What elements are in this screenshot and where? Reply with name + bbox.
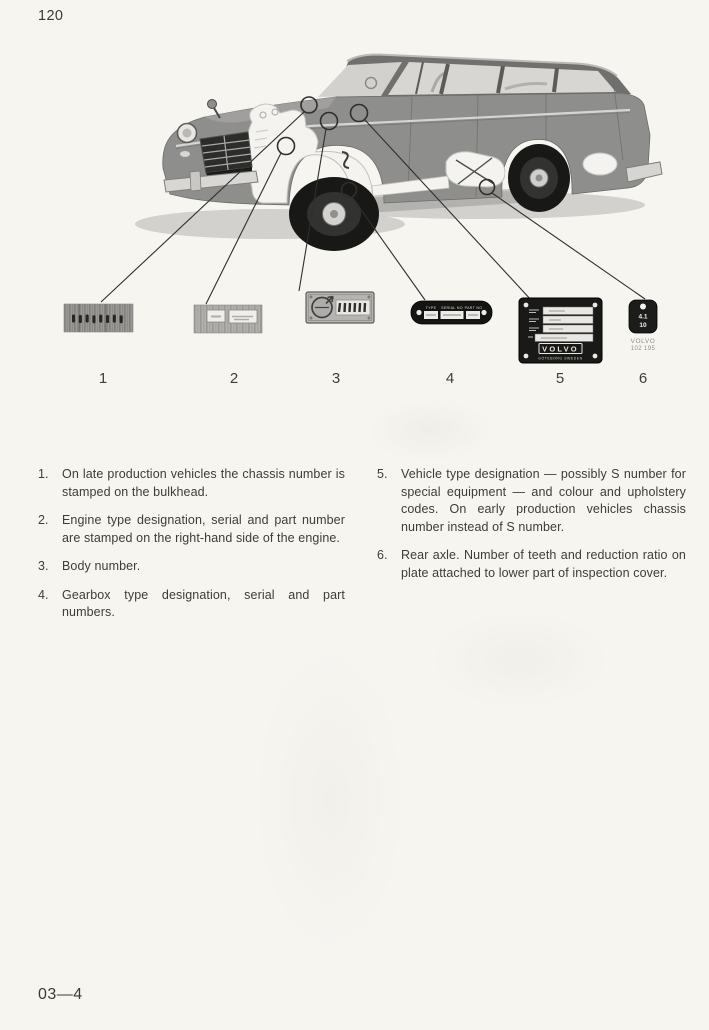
note-number: 1. <box>38 467 49 481</box>
note-item-5 <box>377 466 686 536</box>
note-item-6 <box>377 547 686 582</box>
note-number: 5. <box>377 467 388 481</box>
tag-line-2: 10 <box>639 322 647 329</box>
notes-right-column <box>377 466 686 593</box>
note-number: 3. <box>38 559 49 573</box>
note-number: 2. <box>38 513 49 527</box>
note-text: Body number. <box>62 559 141 573</box>
front-wheel <box>289 177 379 251</box>
plate-body-number <box>306 292 374 323</box>
note-text: Vehicle type designation — possibly S number for special equipment — and colour and upholstery codes. On early production vehicles chassis number instead of S number. <box>401 467 686 534</box>
gearbox-label-serial: SERIAL NO <box>441 306 463 310</box>
page-number: 120 <box>38 8 64 24</box>
rear-wheel <box>508 144 570 212</box>
plate-chassis-number <box>64 304 133 332</box>
callout-numbers <box>99 370 647 387</box>
callout-number-3: 3 <box>331 370 341 387</box>
plate-rear-axle-tag <box>629 300 657 333</box>
callout-number-6: 6 <box>638 370 648 387</box>
section-code: 03—4 <box>38 986 83 1003</box>
parking-lamp-icon <box>180 151 190 157</box>
tag-line-1: 4.1 <box>638 313 648 321</box>
note-item-1 <box>38 466 345 501</box>
type-plate-brand: VOLVO <box>542 344 579 354</box>
gearbox-label-type: TYPE <box>425 306 437 310</box>
note-number: 4. <box>38 587 49 602</box>
rear-overhang-highlight <box>583 153 617 175</box>
identification-plates-figure <box>0 0 709 400</box>
note-number: 6. <box>377 548 388 562</box>
tag-caption-number: 102 195 <box>630 346 656 352</box>
callout-number-2: 2 <box>229 370 239 387</box>
type-plate-origin: GÖTEBORG SWEDEN <box>538 356 583 361</box>
tag-hole-icon <box>640 304 646 310</box>
note-text: On late production vehicles the chassis number is stamped on the bulkhead. <box>62 467 345 499</box>
note-text: Gearbox type designation, serial and part numbers. <box>62 587 345 619</box>
note-item-3 <box>38 558 345 576</box>
tag-caption-brand: VOLVO <box>630 338 656 345</box>
plate-gearbox <box>411 301 492 324</box>
plate-vehicle-type <box>519 298 602 363</box>
callout-number-1: 1 <box>98 370 108 387</box>
plate-engine-number <box>194 305 262 333</box>
note-item-2 <box>38 512 345 547</box>
note-text: Engine type designation, serial and part number are stamped on the right-hand side of the engine. <box>62 513 345 545</box>
callout-number-4: 4 <box>445 370 455 387</box>
note-text: Rear axle. Number of teeth and reduction ratio on plate attached to lower part of inspection cover. <box>401 548 686 580</box>
gearbox-label-part: PART NO <box>464 306 483 310</box>
note-item-4 <box>38 587 345 622</box>
callout-number-5: 5 <box>555 370 565 387</box>
notes-left-column <box>38 466 345 633</box>
